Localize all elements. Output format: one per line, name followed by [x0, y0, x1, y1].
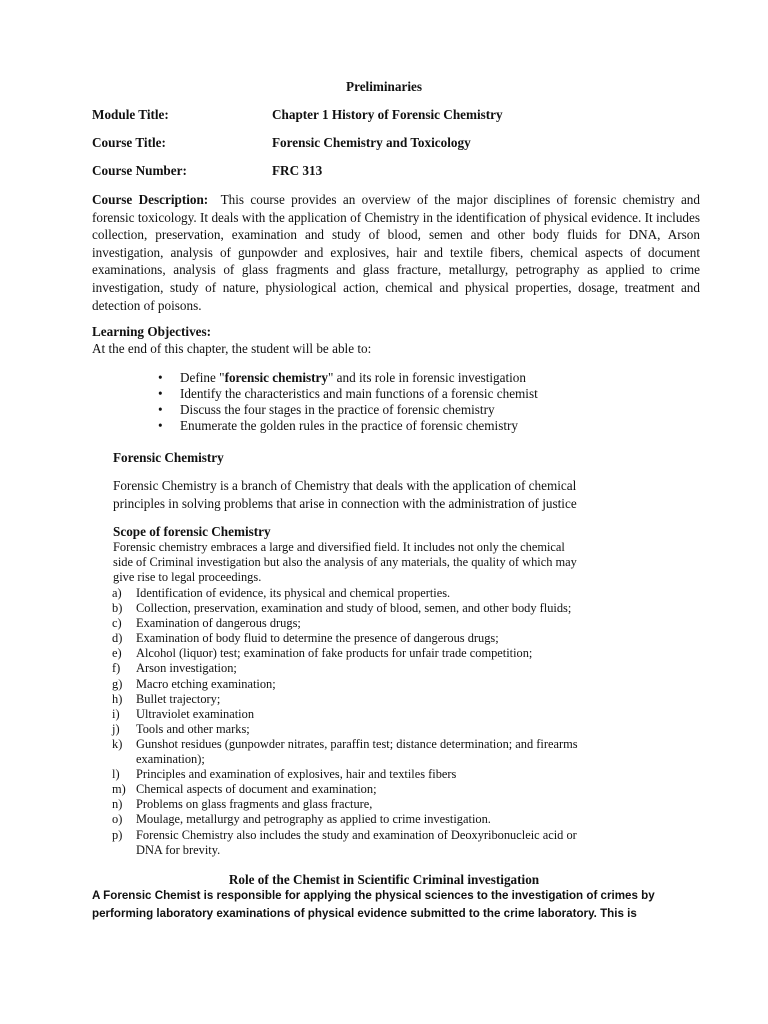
- list-item: [112, 646, 692, 661]
- role-heading: Role of the Chemist in Scientific Criminal investigation: [228, 872, 540, 887]
- forensic-chemistry-heading: Forensic Chemistry: [113, 450, 224, 465]
- list-item-text: Alcohol (liquor) test; examination of fake products for unfair trade competition;: [136, 646, 533, 661]
- list-item-text: Moulage, metallurgy and petrography as applied to crime investigation.: [136, 812, 491, 827]
- list-item-text: Arson investigation;: [136, 661, 237, 676]
- list-item-text: Chemical aspects of document and examination;: [136, 782, 377, 797]
- list-item-text: Examination of body fluid to determine the presence of dangerous drugs;: [136, 631, 499, 646]
- meta-label: Course Number:: [92, 163, 187, 178]
- learning-objectives-heading: Learning Objectives:: [92, 324, 212, 339]
- list-item: [112, 616, 692, 631]
- list-item: [112, 797, 692, 812]
- list-item: [112, 601, 692, 616]
- meta-value: Forensic Chemistry and Toxicology: [272, 135, 471, 150]
- list-marker: k): [112, 736, 123, 751]
- scope-intro: [113, 540, 577, 585]
- list-item: [112, 812, 692, 827]
- list-marker: e): [112, 646, 122, 661]
- list-marker: h): [112, 691, 123, 706]
- list-marker: p): [112, 827, 123, 842]
- list-item-text: Problems on glass fragments and glass fracture,: [136, 797, 373, 812]
- list-item-text: Principles and examination of explosives, hair and textiles fibers: [136, 767, 457, 782]
- list-item: • Identify the characteristics and main functions of a forensic chemist: [158, 386, 538, 402]
- list-marker: c): [112, 616, 122, 631]
- text-line: Forensic Chemistry is a branch of Chemistry that deals with the application of chemical: [113, 478, 577, 493]
- list-item-text: Examination of dangerous drugs;: [136, 616, 301, 631]
- list-item-text: Collection, preservation, examination and study of blood, semen, and other body fluids;: [136, 601, 572, 616]
- list-marker: i): [112, 706, 120, 721]
- text-line: performing laboratory examinations of physical evidence submitted to the crime laboratory. This is: [92, 907, 637, 920]
- list-item-text: Gunshot residues (gunpowder nitrates, paraffin test; distance determination; and firearms: [136, 736, 578, 751]
- course-description: [92, 191, 700, 314]
- meta-label: Course Title:: [92, 135, 166, 150]
- list-item: [112, 737, 692, 767]
- list-marker: j): [112, 721, 120, 736]
- list-item-text: Ultraviolet examination: [136, 706, 255, 721]
- list-item: [112, 782, 692, 797]
- list-item-text: Identification of evidence, its physical and chemical properties.: [136, 586, 451, 600]
- list-item: [112, 767, 692, 782]
- list-item-text: Tools and other marks;: [136, 721, 250, 736]
- list-item: [112, 631, 692, 646]
- list-item: [112, 707, 692, 722]
- list-item: [112, 661, 692, 676]
- text-line: side of Criminal investigation but also the analysis of any materials, the quality of which may: [113, 555, 577, 569]
- text-line: give rise to legal proceedings.: [113, 570, 262, 584]
- meta-label: Module Title:: [92, 107, 169, 122]
- list-item-text: Forensic Chemistry also includes the study and examination of Deoxyribonucleic acid or: [136, 827, 577, 842]
- list-item-text: Bullet trajectory;: [136, 691, 221, 706]
- list-item: [112, 722, 692, 737]
- list-item: [112, 692, 692, 707]
- scope-heading: Scope of forensic Chemistry: [113, 524, 271, 539]
- list-item: • Enumerate the golden rules in the practice of forensic chemistry: [158, 418, 538, 434]
- list-marker: n): [112, 797, 123, 812]
- list-marker: b): [112, 601, 123, 616]
- meta-value: FRC 313: [272, 163, 323, 178]
- list-marker: l): [112, 767, 120, 782]
- list-item: [112, 828, 692, 858]
- list-marker: f): [112, 661, 121, 676]
- list-marker: o): [112, 812, 123, 827]
- list-item: [112, 586, 692, 601]
- list-marker: d): [112, 631, 123, 646]
- course-description-label: Course Description:: [92, 192, 209, 207]
- list-item: • Define "forensic chemistry" and its role in forensic investigation: [158, 370, 538, 386]
- scope-list: [112, 586, 692, 858]
- list-marker: a): [112, 586, 122, 600]
- list-marker: m): [112, 782, 126, 797]
- list-item: • Discuss the four stages in the practice of forensic chemistry: [158, 402, 538, 418]
- meta-value: Chapter 1 History of Forensic Chemistry: [272, 107, 503, 122]
- list-marker: g): [112, 676, 123, 691]
- course-description-text: This course provides an overview of the major disciplines of forensic chemistry and forensic toxicology. It deals with the application of Chemistry in the identification of physical evidence. It includes collection, preservation, examination and study of blood, semen and other body fluids for DNA, Arson investigation, analysis of gunpowder and explosives, hair and textile fibers, chemical aspects of document examinations, analysis of glass fragments and glass fracture, metallurgy, petrography as applied to crime investigation, study of nature, physiological action, chemical and physical properties, dosage, treatment and detection of poisons.: [92, 192, 700, 313]
- learning-objectives-intro: At the end of this chapter, the student will be able to:: [92, 341, 372, 356]
- page-heading: Preliminaries: [346, 79, 422, 94]
- text-line: Forensic chemistry embraces a large and diversified field. It includes not only the chemical: [113, 540, 565, 554]
- learning-objectives-list: [158, 370, 538, 434]
- text-line: principles in solving problems that arise in connection with the administration of justice: [113, 495, 577, 511]
- role-text: [92, 887, 655, 923]
- list-item-text: Macro etching examination;: [136, 676, 276, 691]
- list-item-text: DNA for brevity.: [136, 842, 221, 857]
- list-item: [112, 677, 692, 692]
- forensic-chemistry-definition: [113, 477, 577, 512]
- text-line: A Forensic Chemist is responsible for applying the physical sciences to the investigation of crimes by: [92, 889, 655, 902]
- list-item-text: examination);: [136, 752, 205, 767]
